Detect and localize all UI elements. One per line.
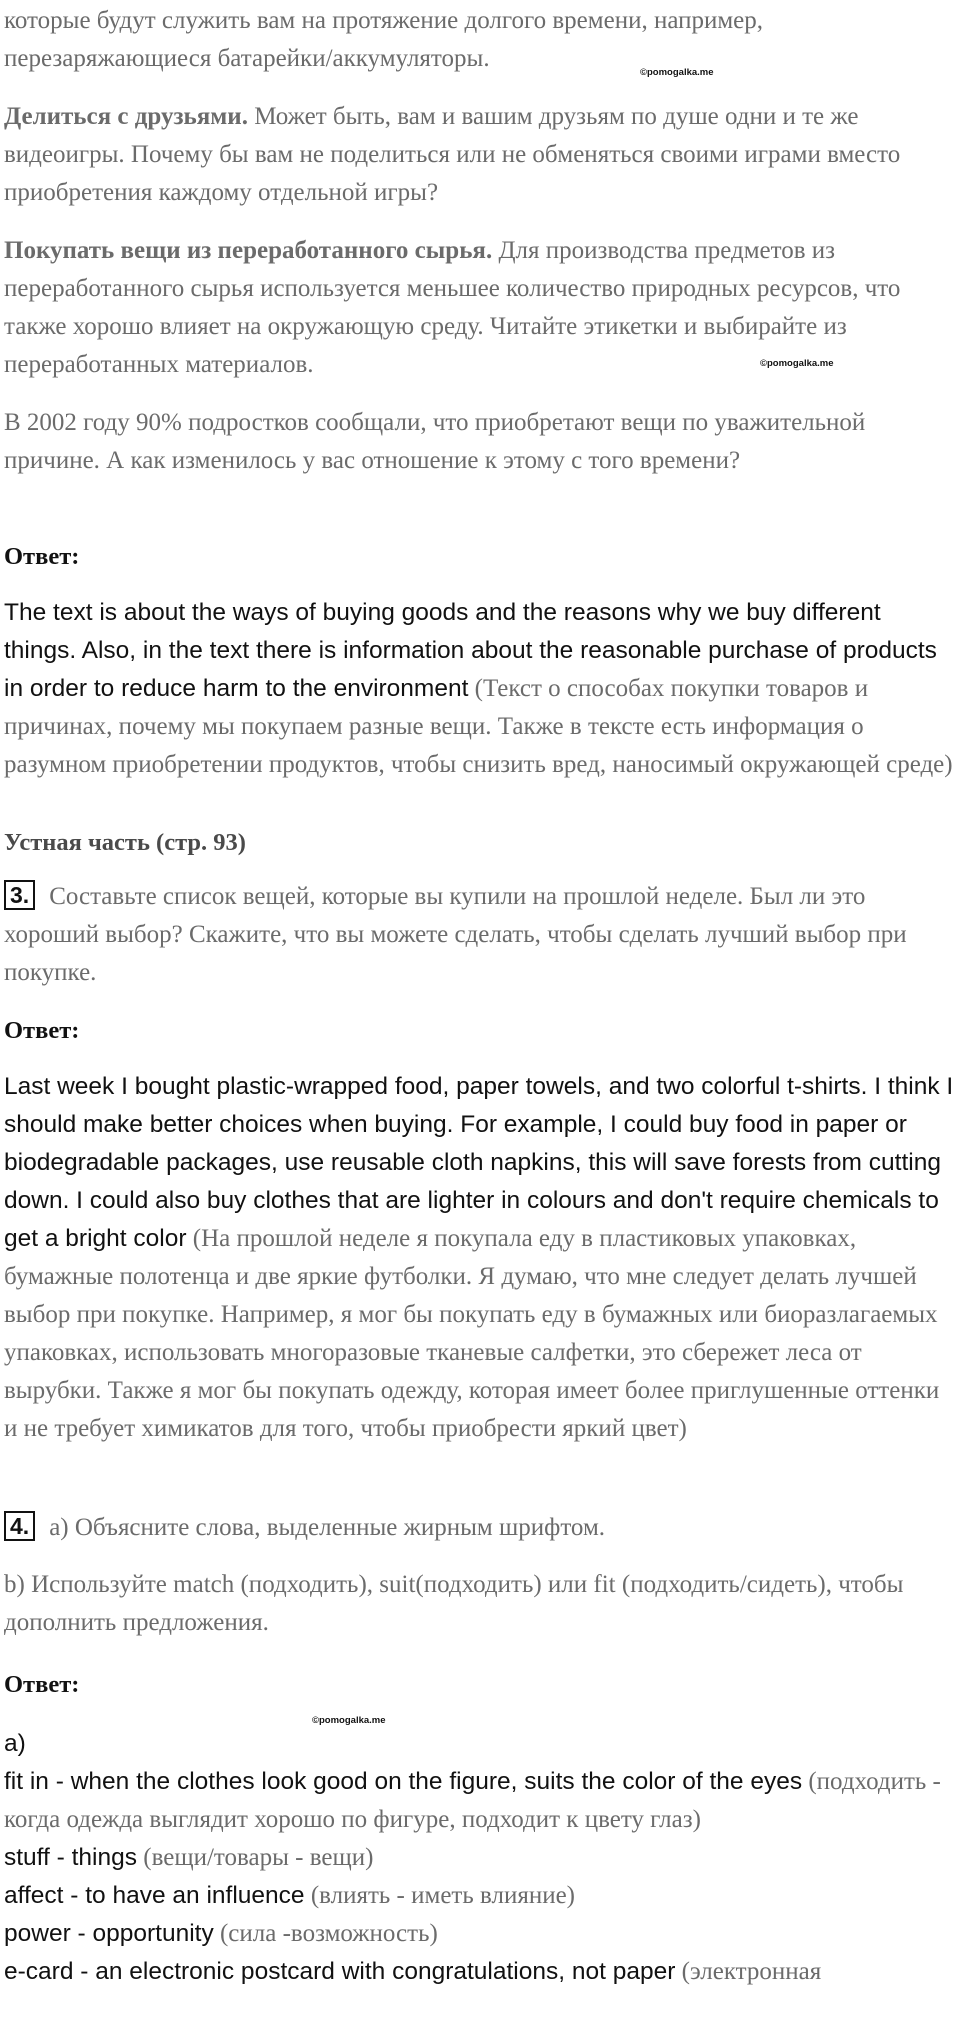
watermark: ©pomogalka.me xyxy=(640,67,714,78)
answer4-a-label: a) xyxy=(4,1730,26,1757)
answer1-english: The text is about the ways of buying goods and the reasons why we buy different things. Also, in the text there is information about the reasonable purchase of products in order to reduce harm to the environment xyxy=(4,599,937,702)
recycled-lead: Покупать вещи из переработанного сырья. xyxy=(4,237,493,264)
answer-label: Ответ: xyxy=(4,543,80,570)
year-question-text: В 2002 году 90% подростков сообщали, что приобретают вещи по уважительной причине. А как изменилось у вас отношение к этому с того времени? xyxy=(4,409,866,474)
answer-label: Ответ: xyxy=(4,1671,80,1698)
list-item: affect - to have an influence (влиять - иметь влияние) xyxy=(4,1882,575,1909)
task4-part-b: b) Используйте match (подходить), suit(подходить) или fit (подходить/сидеть), чтобы дополнить предложения. xyxy=(4,1571,904,1636)
answer1-paragraph xyxy=(4,594,956,784)
list-item: e-card - an electronic postcard with congratulations, not paper (электронная xyxy=(4,1958,822,1985)
recycled-text: Для производства предметов из переработанного сырья используется меньшее количество природных ресурсов, что также хорошо влияет на окружающую среду. Читайте этикетки и выбирайте из переработанных материалов. xyxy=(4,237,901,378)
oral-heading: Устная часть (стр. 93) xyxy=(4,829,246,856)
task3-paragraph xyxy=(4,878,956,992)
intro-text: которые будут служить вам на протяжение долгого времени, например, перезаряжающиеся батарейки/аккумуляторы. xyxy=(4,7,764,72)
watermark: ©pomogalka.me xyxy=(312,1715,386,1726)
answer1-russian: (Текст о способах покупки товаров и причинах, почему мы покупаем разные вещи. Также в тексте есть информация о разумном приобретении продуктов, чтобы снизить вред, наносимый окружающей среде) xyxy=(4,675,953,778)
task4-part-a-text: a) Объясните слова, выделенные жирным шрифтом. xyxy=(49,1514,606,1541)
list-item: fit in - when the clothes look good on the figure, suits the color of the eyes (подходить - когда одежда выглядит хорошо по фигуре, подходит к цвету глаз) xyxy=(4,1768,941,1833)
task-number-badge: 3. xyxy=(4,880,35,910)
answer3-russian: (На прошлой неделе я покупала еду в пластиковых упаковках, бумажные полотенца и две яркие футболки. Я думаю, что мне следует делать лучшей выбор при покупке. Например, я мог бы покупать еду в бумажных или биоразлагаемых упаковках, использовать многоразовые тканевые салфетки, это сбережет леса от вырубки. Также я мог бы покупать одежду, которая имеет более приглушенные оттенки и не требует химикатов для того, чтобы приобрести яркий цвет) xyxy=(4,1225,940,1442)
year-question-paragraph xyxy=(4,404,956,480)
task4-part-a xyxy=(4,1509,956,1547)
task3-text: Составьте список вещей, которые вы купили на прошлой неделе. Был ли это хороший выбор? Скажите, что вы можете сделать, чтобы сделать лучший выбор при покупке. xyxy=(4,883,907,986)
intro-paragraph xyxy=(4,2,956,78)
share-paragraph xyxy=(4,98,956,212)
answer3-paragraph xyxy=(4,1068,956,1448)
answer3-english: Last week I bought plastic-wrapped food, paper towels, and two colorful t-shirts. I think I should make better choices when buying. For example, I could buy food in paper or biodegradable packages, use reusable cloth napkins, this will save forests from cutting down. I could also buy clothes that are lighter in colours and don't require chemicals to get a bright color xyxy=(4,1073,954,1252)
task-number-badge: 4. xyxy=(4,1511,35,1541)
answer4-list xyxy=(4,1725,956,1991)
answer-label: Ответ: xyxy=(4,1017,80,1044)
share-lead: Делиться с друзьями. xyxy=(4,103,248,130)
list-item: power - opportunity (сила -возможность) xyxy=(4,1920,438,1947)
list-item: stuff - things (вещи/товары - вещи) xyxy=(4,1844,374,1871)
share-text: Может быть, вам и вашим друзьям по душе одни и те же видеоигры. Почему бы вам не поделиться или не обменяться своими играми вместо приобретения каждому отдельной игры? xyxy=(4,103,901,206)
watermark: ©pomogalka.me xyxy=(760,358,834,369)
